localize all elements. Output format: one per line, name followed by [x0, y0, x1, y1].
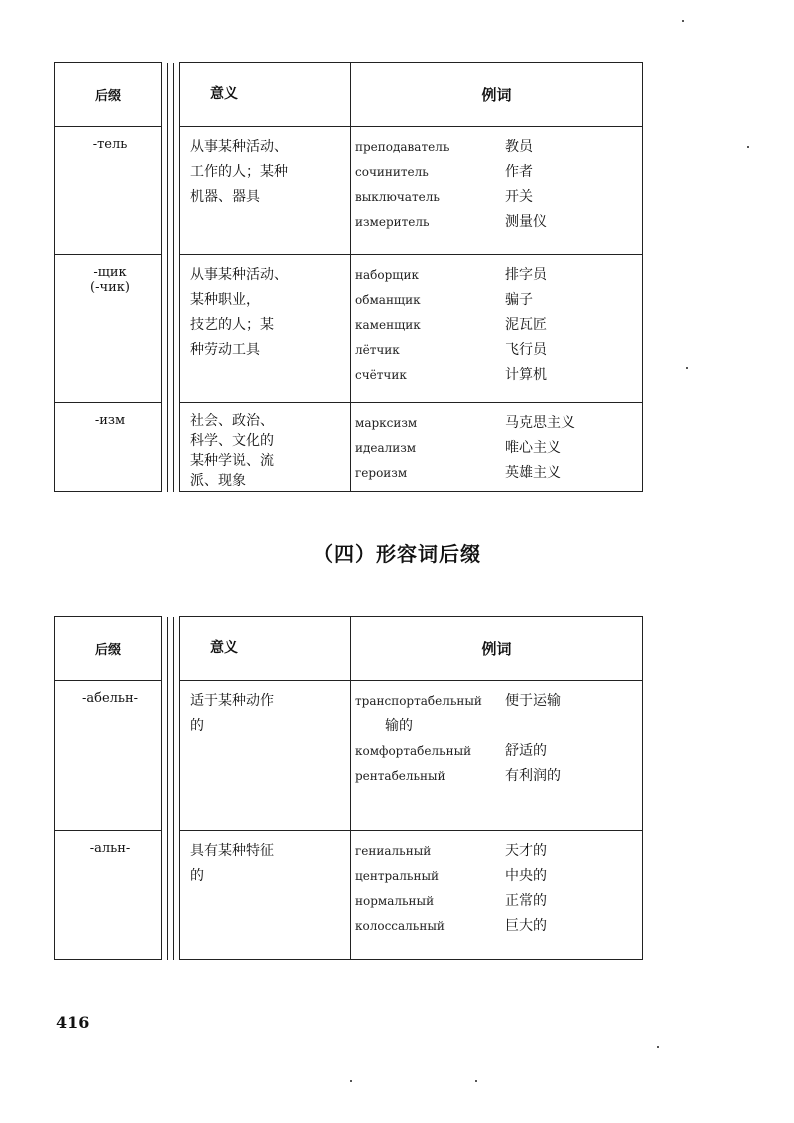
example-item: героизм 英雄主义 — [355, 465, 561, 481]
row-examples — [351, 831, 643, 960]
table-row — [55, 831, 643, 960]
example-item: рентабельный 有利润的 — [355, 768, 561, 784]
row-suffix: -изм — [55, 403, 162, 492]
row-meaning: 社会、政治、 科学、文化的 某种学说、流 派、现象 — [180, 403, 351, 492]
example-item: измеритель 测量仪 — [355, 214, 547, 230]
scan-speck — [350, 1080, 352, 1082]
row-meaning: 具有某种特征 的 — [180, 831, 351, 960]
page-number: 416 — [56, 1013, 90, 1032]
example-item: нормальный 正常的 — [355, 893, 547, 909]
example-item: каменщик 泥瓦匠 — [355, 317, 547, 333]
example-item: выключатель 开关 — [355, 189, 533, 205]
header-suffix: 后缀 — [55, 617, 162, 681]
row-suffix: -абельн- — [55, 681, 162, 831]
row-suffix: -тель — [55, 127, 162, 255]
example-item: преподаватель 教员 — [355, 139, 533, 155]
scan-speck — [475, 1080, 477, 1082]
example-item: центральный 中央的 — [355, 868, 547, 884]
header-suffix: 后缀 — [55, 63, 162, 127]
example-item: обманщик 骗子 — [355, 292, 533, 308]
example-item: комфортабельный 舒适的 — [355, 743, 547, 759]
example-item: марксизм 马克思主义 — [355, 415, 575, 431]
table-row — [55, 127, 643, 255]
table-header-row — [55, 63, 643, 127]
row-suffix: -щик (-чик) — [55, 255, 162, 403]
suffix-table-adjectives — [54, 616, 643, 960]
example-item: сочинитель 作者 — [355, 164, 533, 180]
example-item: идеализм 唯心主义 — [355, 440, 561, 456]
table-row — [55, 255, 643, 403]
header-meaning: 意义 — [180, 617, 351, 681]
example-continuation: 输的 — [385, 718, 413, 734]
row-examples — [351, 255, 643, 403]
header-examples: 例词 — [351, 617, 643, 681]
table-row — [55, 403, 643, 492]
row-examples — [351, 127, 643, 255]
example-item: гениальный 天才的 — [355, 843, 547, 859]
table-row — [55, 681, 643, 831]
scan-speck — [682, 20, 684, 22]
row-meaning: 从事某种活动、 工作的人；某种 机器、器具 — [180, 127, 351, 255]
example-item: транспортабельный 便于运输 — [355, 693, 561, 709]
example-item: наборщик 排字员 — [355, 267, 547, 283]
example-item: лётчик 飞行员 — [355, 342, 547, 358]
row-meaning: 适于某种动作 的 — [180, 681, 351, 831]
header-examples: 例词 — [351, 63, 643, 127]
example-item: счётчик 计算机 — [355, 367, 547, 383]
header-meaning: 意义 — [180, 63, 351, 127]
table-header-row — [55, 617, 643, 681]
section-title: （四）形容词后缀 — [313, 542, 481, 566]
scan-speck — [747, 146, 749, 148]
row-examples — [351, 403, 643, 492]
example-item: колоссальный 巨大的 — [355, 918, 547, 934]
scan-speck — [686, 367, 688, 369]
row-examples — [351, 681, 643, 831]
suffix-table-nouns — [54, 62, 643, 492]
row-meaning: 从事某种活动、 某种职业， 技艺的人；某 种劳动工具 — [180, 255, 351, 403]
scan-speck — [657, 1046, 659, 1048]
row-suffix: -альн- — [55, 831, 162, 960]
